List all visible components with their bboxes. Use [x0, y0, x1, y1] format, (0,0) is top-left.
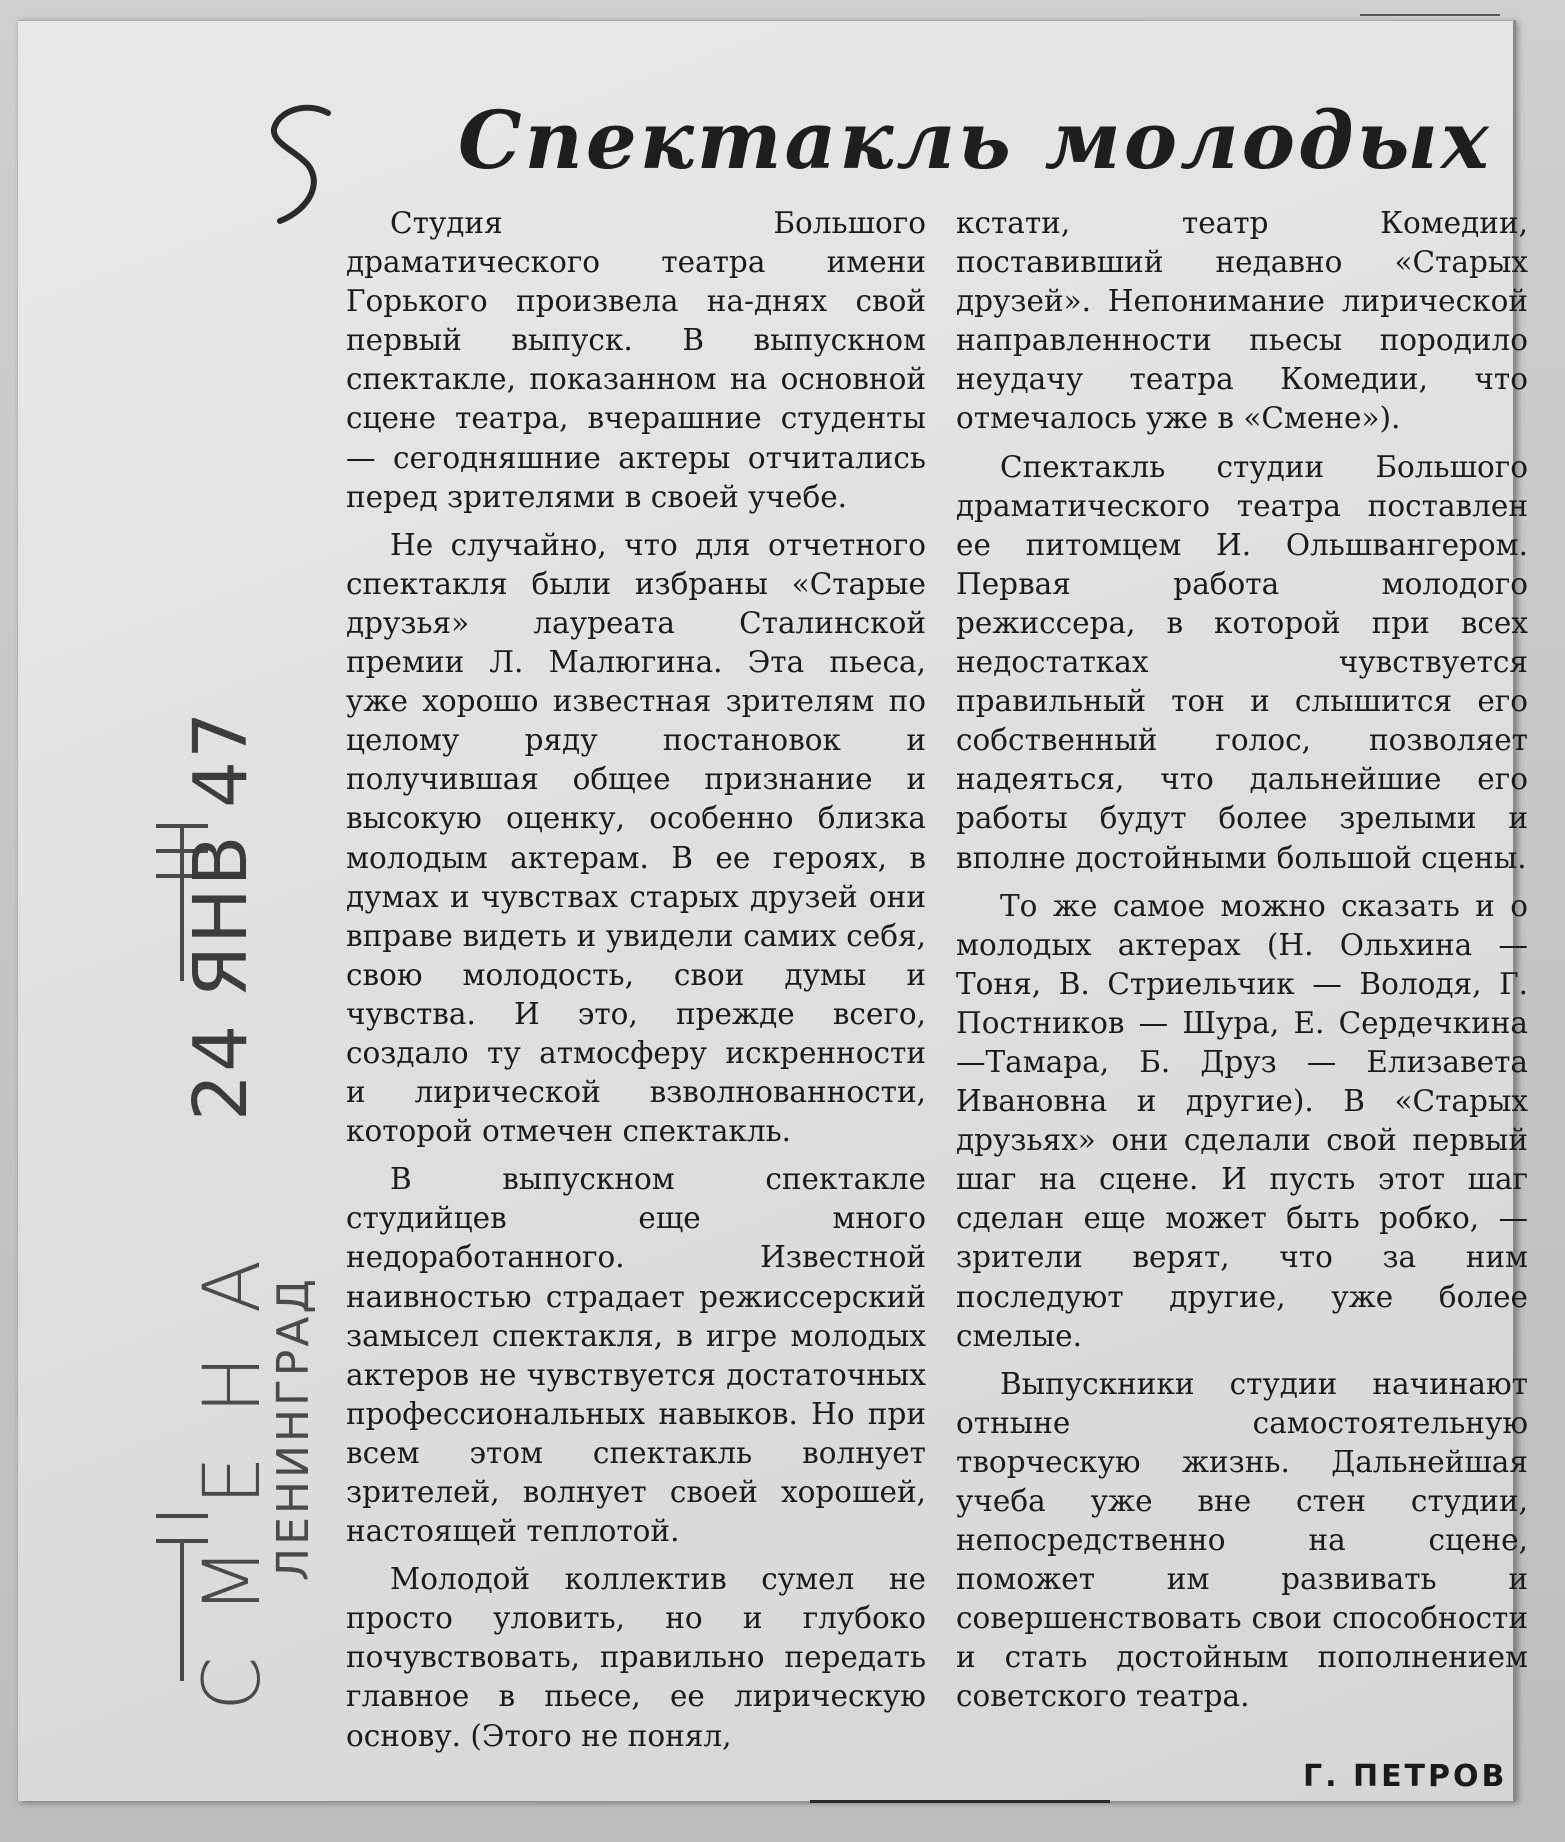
paragraph: То же самое можно сказать и о молодых актерах (Н. Ольхина — Тоня, В. Стриельчик — Володя, Г. Постников — Шура, Е. Сердечкина—Тамара, Б. Друз — Елизавета Ивановна и другие). В «Старых друзьях» они сделали свой первый шаг на сцене. И пусть этот шаг сделан еще может быть робко, — зрители верят, что за ним последуют другие, уже более смелые.	[956, 888, 1528, 1353]
stamp-date: 24 ЯНВ 47	[178, 709, 264, 1121]
newspaper-clipping	[18, 20, 1528, 1801]
top-edge-rule	[1360, 14, 1500, 16]
article-column-left	[346, 204, 926, 1765]
paragraph: Не случайно, что для отчетного спектакля были избраны «Старые друзья» лауреата Сталинской премии Л. Малюгина. Эта пьеса, уже хорошо известная зрителям по целому ряду постановок и получившая общее признание и высокую оценку, особенно близка молодым актерам. В ее героях, в думах и чувствах старых друзей они вправе видеть и увидели самих себя, свою молодость, свои думы и чувства. И это, прежде всего, создало ту атмосферу искренности и лирической взволнованности, которой отмечен спектакль.	[346, 527, 926, 1149]
pencil-number-mark	[266, 99, 346, 229]
stamp-newspaper-name: СМЕНА	[188, 1217, 278, 1711]
paragraph: кстати, театр Комедии, поставивший недавно «Старых друзей». Непонимание лирической направленности пьесы породило неудачу театра Комедии, что отмечалось уже в «Смене»).	[956, 206, 1528, 436]
paragraph: Спектакль студии Большого драматического театра поставлен ее питомцем И. Ольшвангером. Первая работа молодого режиссера, в которой при всех недостатках чувствуется правильный тон и слышится его собственный голос, позволяет надеяться, что дальнейшие его работы будут более зрелыми и вполне достойными большой сцены.	[956, 449, 1528, 875]
article-column-right	[956, 204, 1528, 1726]
stamp-city: ЛЕНИНГРАД	[268, 1276, 319, 1581]
paragraph: Студия Большого драматического театра имени Горького произвела на-днях свой первый выпуск. В выпускном спектакле, показанном на основной сцене театра, вчерашние студенты — сегодняшние актеры отчитались перед зрителями в своей учебе.	[346, 206, 926, 514]
bottom-rule	[810, 1800, 1110, 1803]
article-title: Спектакль молодых	[458, 93, 1492, 187]
author-signature: Г. ПЕТРОВ	[1303, 1759, 1508, 1794]
paragraph: Молодой коллектив сумел не просто уловить, но и глубоко почувствовать, правильно передать главное в пьесе, ее лирическую основу. (Этого не понял,	[346, 1562, 926, 1753]
newspaper-stamp	[148, 381, 319, 1711]
paragraph: В выпускном спектакле студийцев еще много недоработанного. Известной наивностью страдает режиссерский замысел спектакля, в игре молодых актеров не чувствуется достаточных профессиональных навыков. Но при всем этом спектакль волнует зрителей, волнует своей хорошей, настоящей теплотой.	[346, 1162, 926, 1549]
paragraph: Выпускники студии начинают отныне самостоятельную творческую жизнь. Дальнейшая учеба уже вне стен студии, непосредственно на сцене, поможет им развивать и совершенствовать свои способности и стать достойным пополнением советского театра.	[956, 1366, 1528, 1714]
